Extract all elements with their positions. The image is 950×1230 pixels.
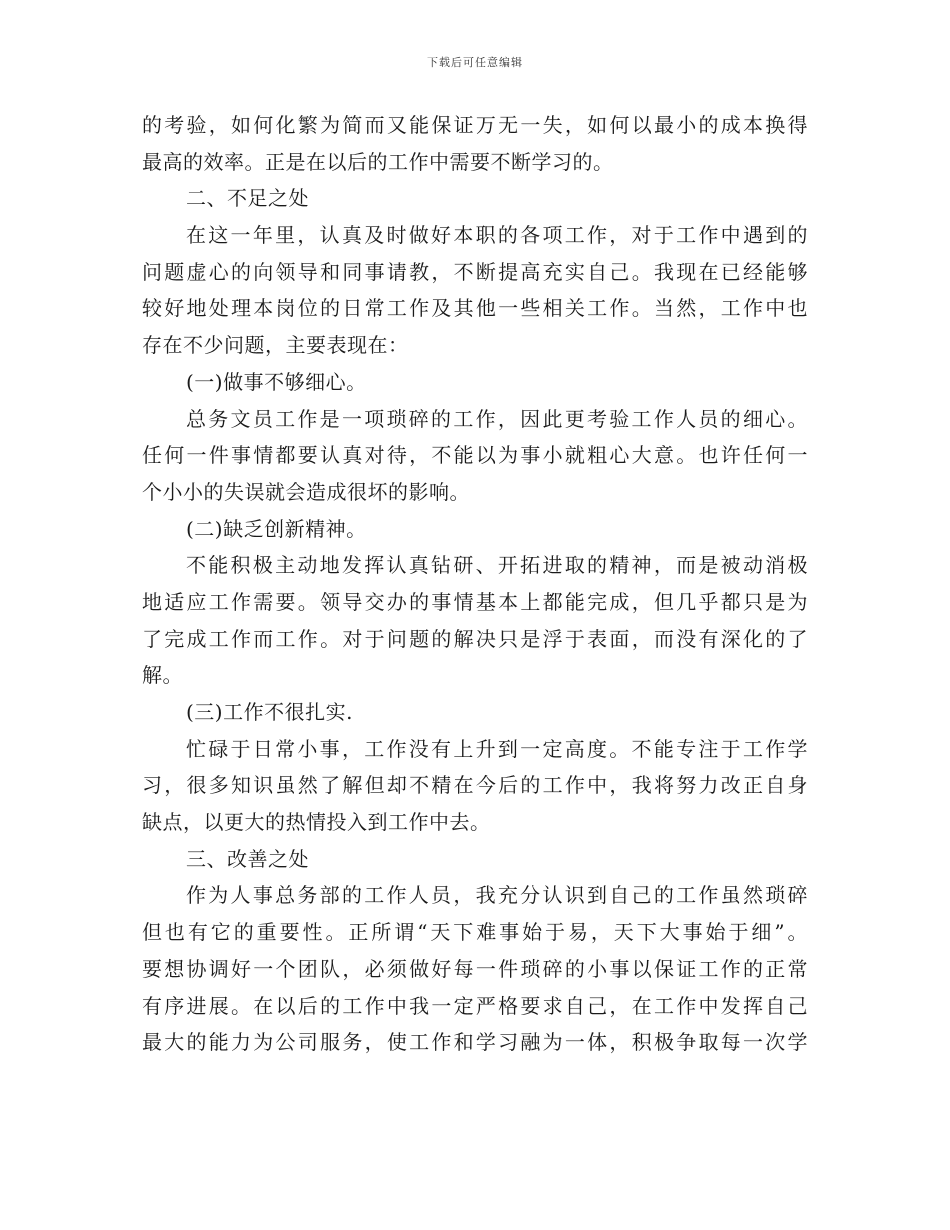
text-line: 较好地处理本岗位的日常工作及其他一些相关工作。当然，工作中也 <box>142 296 808 321</box>
text-line: 习，很多知识虽然了解但却不精在今后的工作中，我将努力改正自身 <box>142 773 808 798</box>
text-line: 三、改善之处 <box>186 846 309 871</box>
text-line: 最高的效率。正是在以后的工作中需要不断学习的。 <box>142 149 614 174</box>
text-line: 个小小的失误就会造成很坏的影响。 <box>142 479 470 504</box>
text-line: 解。 <box>142 663 183 688</box>
text-line: 的考验，如何化繁为简而又能保证万无一失，如何以最小的成本换得 <box>142 113 808 137</box>
text-line: 在这一年里，认真及时做好本职的各项工作，对于工作中遇到的 <box>186 223 808 248</box>
text-line: 有序进展。在以后的工作中我一定严格要求自己，在工作中发挥自己 <box>142 993 808 1018</box>
text-line: 任何一件事情都要认真对待，不能以为事小就粗心大意。也许任何一 <box>142 443 808 468</box>
text-line: 忙碌于日常小事，工作没有上升到一定高度。不能专注于工作学 <box>186 736 808 761</box>
page-header: 下载后可任意编辑 <box>427 56 523 69</box>
text-line: 问题虚心的向领导和同事请教，不断提高充实自己。我现在已经能够 <box>142 259 808 284</box>
text-line: (二)缺乏创新精神。 <box>186 516 367 541</box>
text-line: 作为人事总务部的工作人员，我充分认识到自己的工作虽然琐碎 <box>186 883 808 908</box>
text-line: 地适应工作需要。领导交办的事情基本上都能完成，但几乎都只是为 <box>142 589 808 614</box>
text-line: 了完成工作而工作。对于问题的解决只是浮于表面，而没有深化的了 <box>142 626 808 651</box>
text-line: (三)工作不很扎实. <box>186 700 353 724</box>
document-body <box>142 107 808 1061</box>
text-line: 存在不少问题，主要表现在： <box>142 333 409 358</box>
text-line: 但也有它的重要性。正所谓“天下难事始于易，天下大事始于细”。 <box>142 920 808 945</box>
text-line: (一)做事不够细心。 <box>186 369 367 394</box>
text-line: 缺点，以更大的热情投入到工作中去。 <box>142 810 491 835</box>
text-line: 二、不足之处 <box>186 186 309 211</box>
text-line: 总务文员工作是一项琐碎的工作，因此更考验工作人员的细心。 <box>186 406 808 431</box>
text-line: 不能积极主动地发挥认真钻研、开拓进取的精神，而是被动消极 <box>186 553 808 578</box>
text-line: 要想协调好一个团队，必须做好每一件琐碎的小事以保证工作的正常 <box>142 956 808 981</box>
text-line: 最大的能力为公司服务，使工作和学习融为一体，积极争取每一次学 <box>142 1030 808 1055</box>
